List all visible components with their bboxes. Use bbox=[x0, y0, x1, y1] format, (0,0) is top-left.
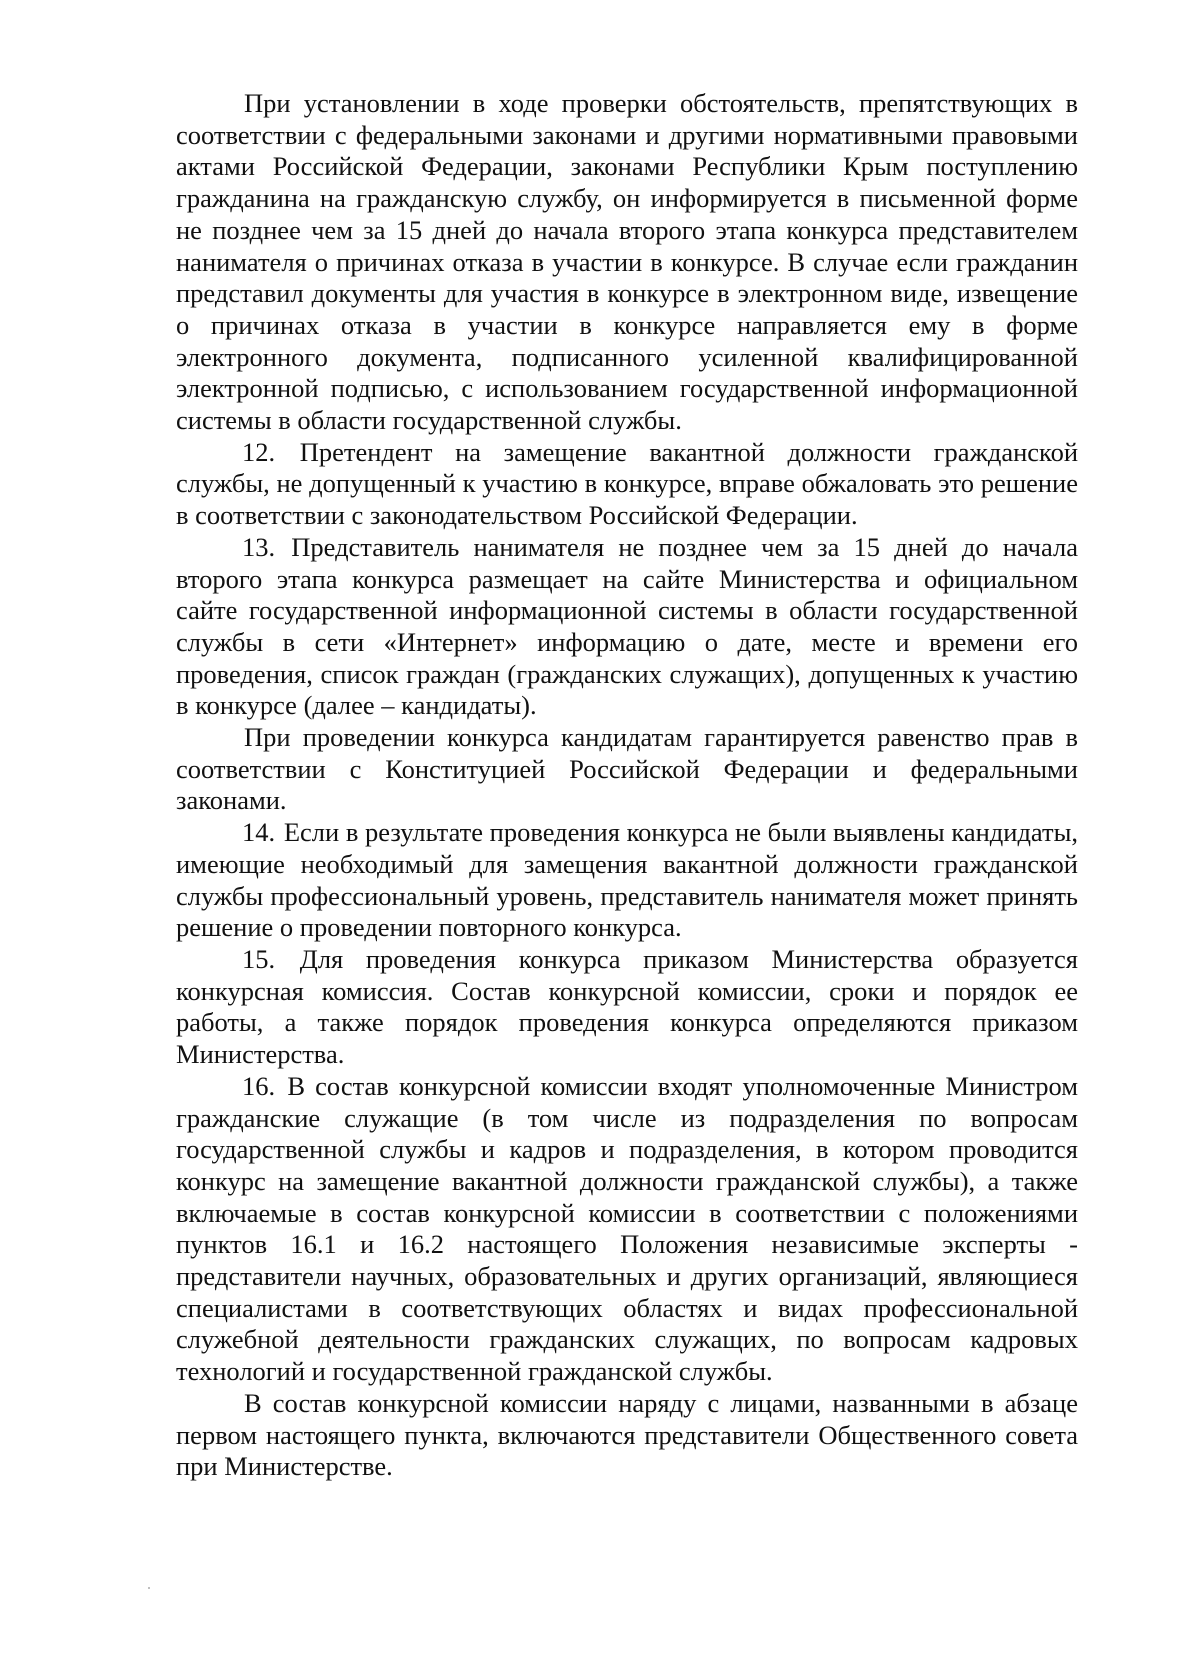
paragraph-text: Представитель нанимателя не позднее чем за 15 дней до начала второго этапа конкурса размещает на сайте Министерства и официальном сайте государственной информационной системы в области государственной службы в сети «Интернет» информацию о дате, месте и времени его проведения, список граждан (гражданских служащих), допущенных к участию в конкурсе (далее – кандидаты). bbox=[176, 531, 1078, 721]
paragraph-number: 16. bbox=[242, 1070, 276, 1101]
paragraph-text: При проведении конкурса кандидатам гарантируется равенство прав в соответствии с Конституцией Российской Федерации и федеральными законами. bbox=[176, 722, 1078, 816]
paragraph bbox=[176, 1388, 1078, 1483]
scan-speck bbox=[148, 1587, 150, 1589]
paragraph bbox=[176, 437, 1078, 532]
paragraph-text: В состав конкурсной комиссии наряду с лицами, названными в абзаце первом настоящего пункта, включаются представители Общественного совета при Министерстве. bbox=[176, 1387, 1078, 1482]
paragraph bbox=[176, 817, 1078, 944]
paragraph bbox=[176, 88, 1078, 437]
paragraph-text: Претендент на замещение вакантной должности гражданской службы, не допущенный к участию в конкурсе, вправе обжаловать это решение в соответствии с законодательством Российской Федерации. bbox=[176, 436, 1079, 531]
paragraph-text: Для проведения конкурса приказом Министерства образуется конкурсная комиссия. Состав конкурсной комиссии, сроки и порядок ее работы, а также порядок проведения конкурса определяются приказом Министерства. bbox=[176, 943, 1078, 1070]
paragraph-number: 14. bbox=[242, 817, 276, 848]
paragraph-number: 13. bbox=[242, 531, 276, 562]
document-body bbox=[176, 88, 1078, 1483]
paragraph-number: 12. bbox=[242, 436, 276, 467]
paragraph-text: В состав конкурсной комиссии входят уполномоченные Министром гражданские служащие (в том числе из подразделения по вопросам государственной службы и кадров и подразделения, в котором проводится конкурс на замещение вакантной должности гражданской службы), а также включаемые в состав конкурсной комиссии в соответствии с положениями пунктов 16.1 и 16.2 настоящего Положения независимые эксперты - представители научных, образовательных и других организаций, являющиеся специалистами в соответствующих областях и видах профессиональной служебной деятельности гражданских служащих, по вопросам кадровых технологий и государственной гражданской службы. bbox=[176, 1070, 1079, 1387]
paragraph bbox=[176, 532, 1078, 722]
paragraph bbox=[176, 722, 1078, 817]
paragraph-text: Если в результате проведения конкурса не были выявлены кандидаты, имеющие необходимый для замещения вакантной должности гражданской службы профессиональный уровень, представитель нанимателя может принять решение о проведении повторного конкурса. bbox=[176, 817, 1079, 943]
paragraph-text: При установлении в ходе проверки обстоятельств, препятствующих в соответствии с федеральными законами и другими нормативными правовыми актами Российской Федерации, законами Республики Крым поступлению гражданина на гражданскую службу, он информируется в письменной форме не позднее чем за 15 дней до начала второго этапа конкурса представителем нанимателя о причинах отказа в участии в конкурсе. В случае если гражданин представил документы для участия в конкурсе в электронном виде, извещение о причинах отказа в участии в конкурсе направляется ему в форме электронного документа, подписанного усиленной квалифицированной электронной подписью, с использованием государственной информационной системы в области государственной службы. bbox=[176, 88, 1078, 436]
paragraph-number: 15. bbox=[242, 943, 276, 974]
paragraph bbox=[176, 944, 1078, 1071]
paragraph bbox=[176, 1071, 1078, 1388]
